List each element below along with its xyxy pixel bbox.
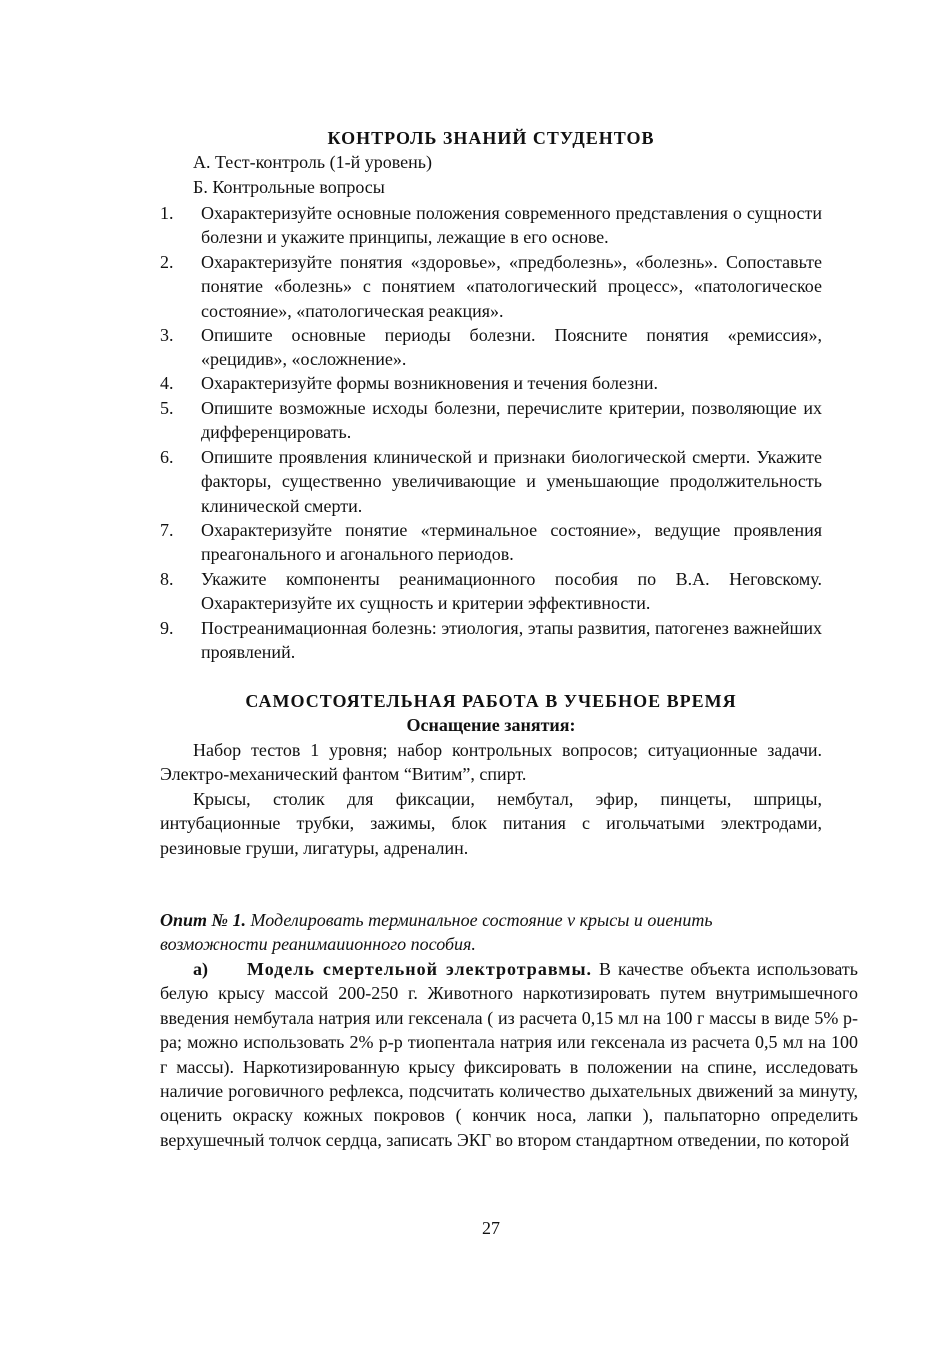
question-text: Опишите основные периоды болезни. Поясните понятия «ремиссия», «рецидив», «осложнение». xyxy=(201,325,822,370)
item-label: а) xyxy=(193,959,208,979)
experiment-body xyxy=(160,957,858,1152)
section2-title: САМОСТОЯТЕЛЬНАЯ РАБОТА В УЧЕБНОЕ ВРЕМЯ xyxy=(245,691,737,711)
experiment-body-text: В качестве объекта использовать белую крысу массой 200-250 г. Животного наркотизировать путем внутримышечного введения нембутала натрия или гексенала ( из расчета 0,15 мл на 100 г массы в виде 5% р-ра; можно использовать 2% р-р тиопентала натрия или гексенала из расчета 0,5 мл на 100 г массы). Наркотизированную крысу фиксировать в положении на спине, исследовать наличие роговичного рефлекса, подсчитать количество дыхательных движений за минуту, оценить окраску кожных покровов ( кончик носа, лапки ), пальпаторно определить верхушечный толчок сердца, записать ЭКГ во втором стандартном отведении, по которой xyxy=(160,959,859,1150)
page-number: 27 xyxy=(482,1218,500,1238)
question-item xyxy=(160,250,822,323)
subheading-test-control: А. Тест-контроль (1-й уровень) xyxy=(193,152,432,172)
question-text: Охарактеризуйте понятия «здоровье», «предболезнь», «болезнь». Сопоставьте понятие «болезнь» с понятием «патологический процесс», «патологическое состояние», «патологическая реакция». xyxy=(201,252,822,321)
question-item xyxy=(160,201,822,250)
question-text: Охарактеризуйте основные положения современного представления о сущности болезни и укажите принципы, лежащие в его основе. xyxy=(201,203,822,248)
question-number: 5. xyxy=(160,398,174,418)
question-number: 9. xyxy=(160,618,174,638)
subheading-control-questions: Б. Контрольные вопросы xyxy=(193,177,385,197)
equipment-paragraph: Набор тестов 1 уровня; набор контрольных вопросов; ситуационные задачи. Электро-механический фантом “Витим”, спирт. xyxy=(160,740,822,785)
question-text: Опишите возможные исходы болезни, перечислите критерии, позволяющие их дифференцировать. xyxy=(201,398,822,443)
question-number: 3. xyxy=(160,325,174,345)
question-text: Постреанимационная болезнь: этиология, этапы развития, патогенез важнейших проявлений. xyxy=(201,618,822,663)
question-text: Охарактеризуйте понятие «терминальное состояние», ведущие проявления преагонального и агонального периодов. xyxy=(201,520,822,565)
item-heading: Модель смертельной электротравмы. xyxy=(246,959,593,979)
question-number: 2. xyxy=(160,252,174,272)
experiment-title xyxy=(160,908,822,956)
experiment-title-text: Моделировать терминальное состояние v крысы и оиенить возможности реанимаиионного пособия. xyxy=(160,910,713,954)
question-text: Укажите компоненты реанимационного пособия по В.А. Неговскому. Охарактеризуйте их сущность и критерии эффективности. xyxy=(201,569,822,614)
question-item xyxy=(160,396,822,445)
question-number: 8. xyxy=(160,569,174,589)
question-item xyxy=(160,371,822,395)
question-item xyxy=(160,567,822,616)
question-text: Охарактеризуйте формы возникновения и течения болезни. xyxy=(201,373,659,393)
question-item xyxy=(160,445,822,518)
section2-subtitle: Оснащение занятия: xyxy=(406,715,576,735)
question-text: Опишите проявления клинической и признаки биологической смерти. Укажите факторы, существенно увеличивающие и уменьшающие продолжительность клинической смерти. xyxy=(201,447,822,516)
question-number: 7. xyxy=(160,520,174,540)
question-number: 6. xyxy=(160,447,174,467)
question-number: 1. xyxy=(160,203,174,223)
question-item xyxy=(160,323,822,372)
section-heading: КОНТРОЛЬ ЗНАНИЙ СТУДЕНТОВ xyxy=(327,128,655,148)
question-number: 4. xyxy=(160,373,174,393)
equipment-paragraph: Крысы, столик для фиксации, нембутал, эфир, пинцеты, шприцы, интубационные трубки, зажимы, блок питания с игольчатыми электродами, резиновые груши, лигатуры, адреналин. xyxy=(160,789,822,858)
experiment-label: Опит № 1. xyxy=(160,910,246,930)
question-item xyxy=(160,518,822,567)
question-item xyxy=(160,616,822,665)
